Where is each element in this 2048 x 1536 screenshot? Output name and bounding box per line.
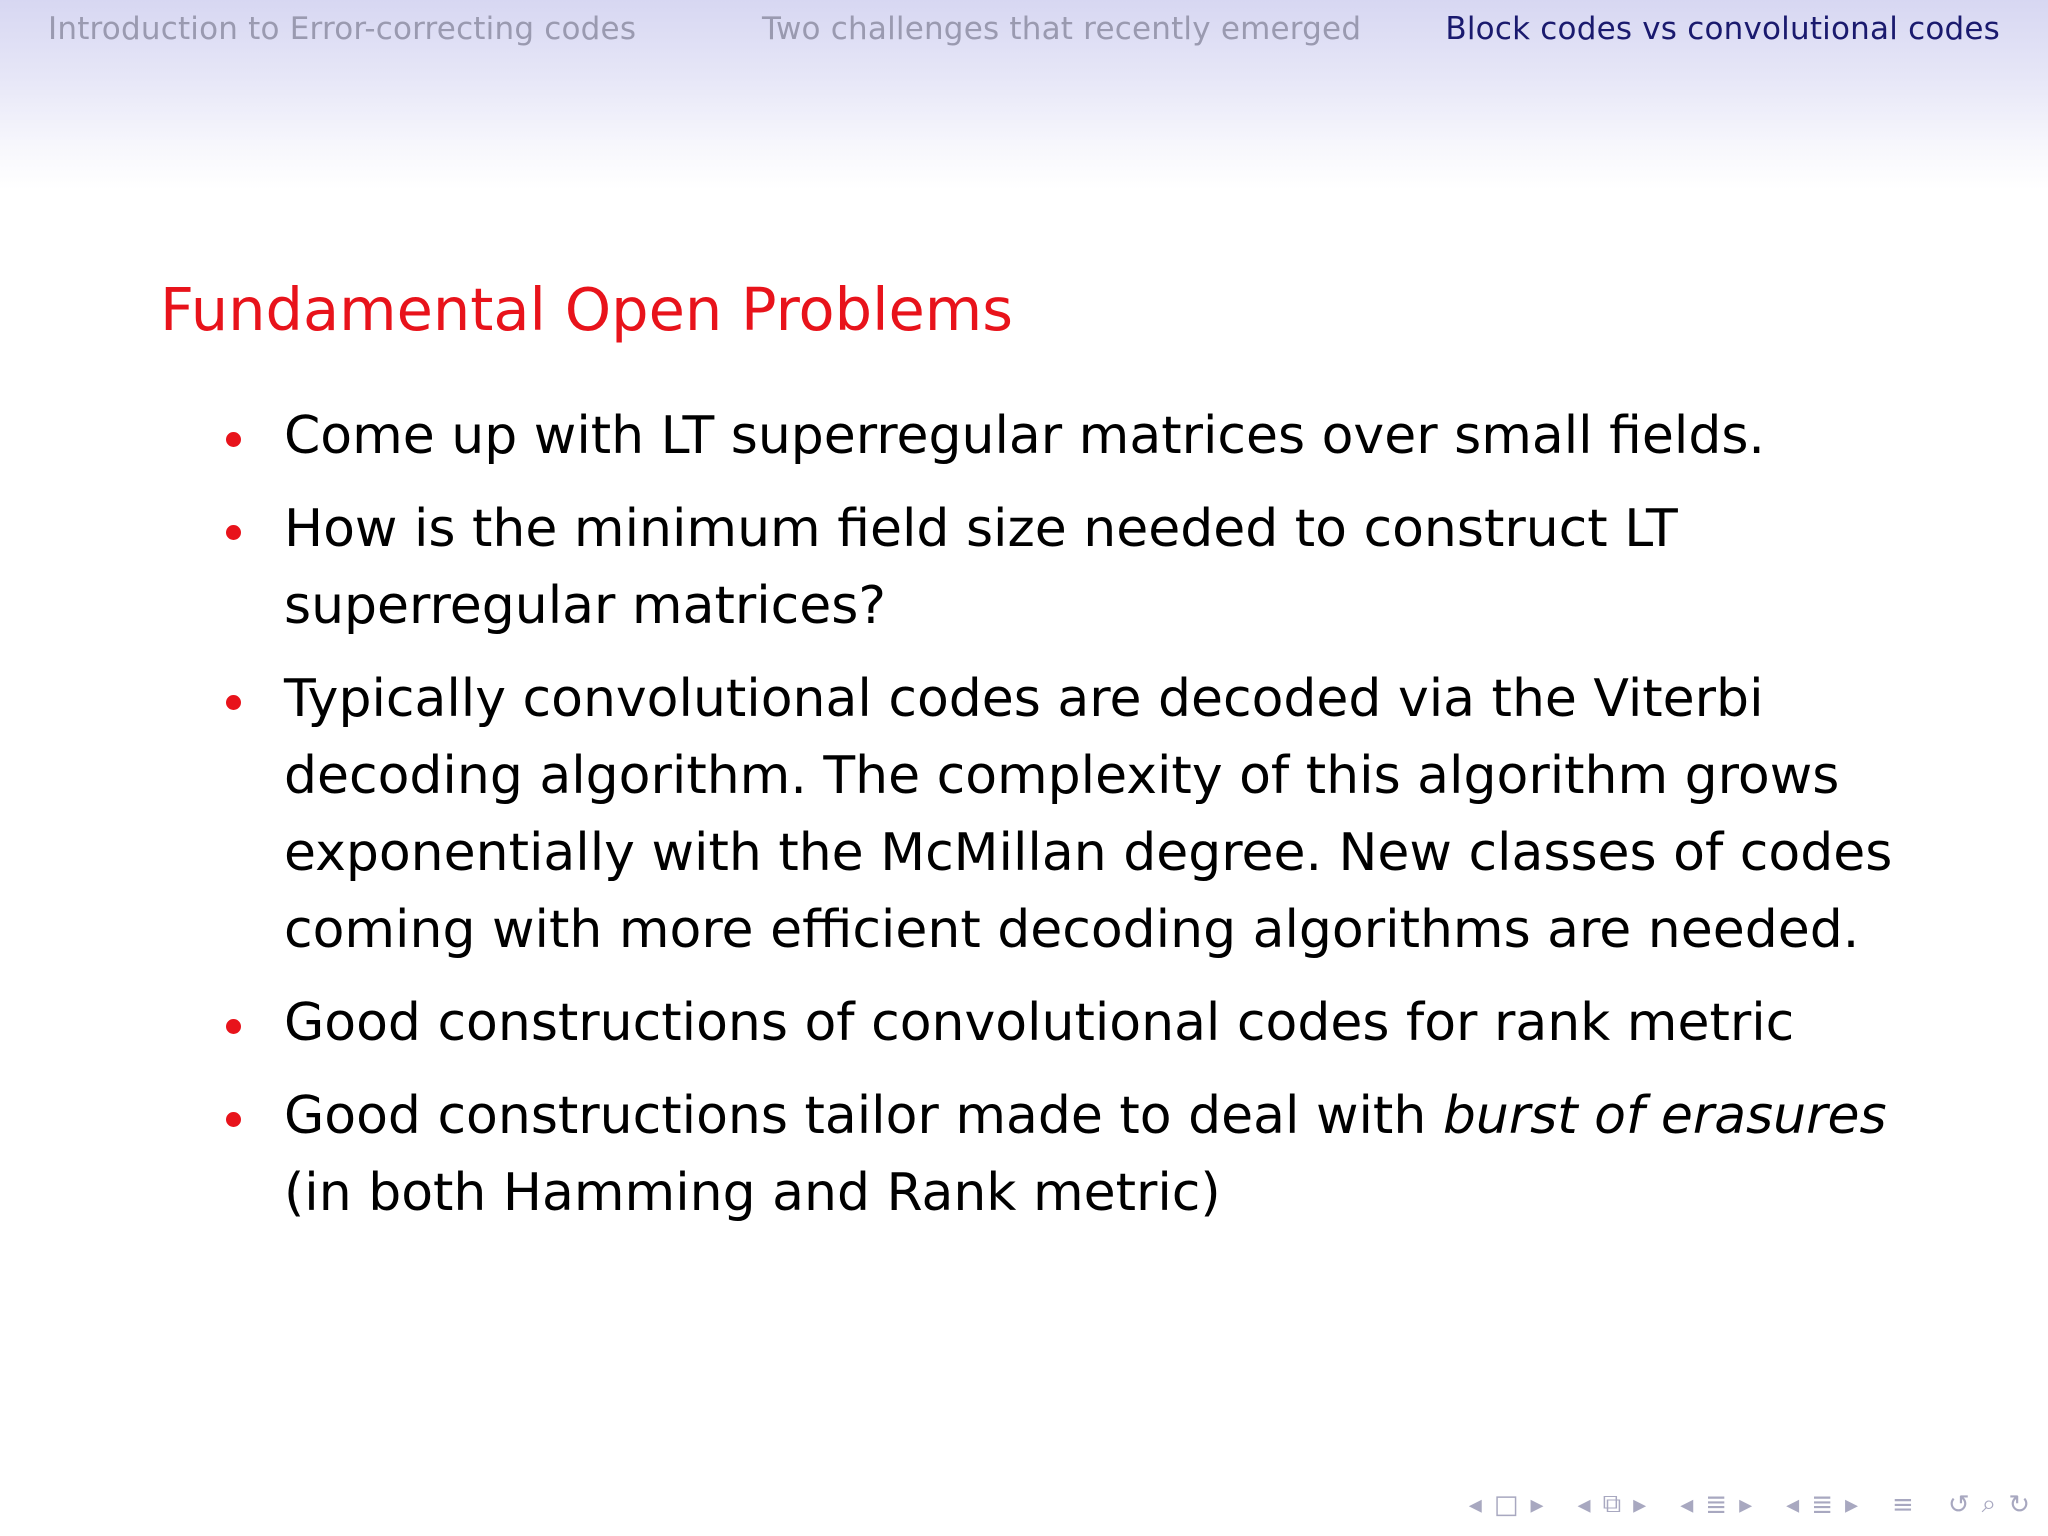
beamer-navigation-symbols [1469, 1489, 2030, 1520]
next-part-icon[interactable]: ▸ [1844, 1489, 1859, 1520]
bullet-text-after: (in both Hamming and Rank metric) [284, 1163, 1221, 1223]
bullet-icon [226, 525, 241, 540]
first-slide-icon[interactable]: ◂ [1468, 1489, 1482, 1520]
next-subsection-icon[interactable]: ▸ [1633, 1489, 1647, 1520]
bullet-text: Good constructions of convolutional codes for rank metric [284, 993, 1795, 1053]
section-icon[interactable]: ≣ [1705, 1489, 1728, 1520]
bullet-icon [226, 1019, 241, 1034]
back-icon[interactable]: ↻ [2008, 1489, 2030, 1520]
bullet-text: Come up with LT superregular matrices over small fields. [284, 406, 1765, 466]
zoom-icon[interactable]: ⌕ [1981, 1489, 1997, 1519]
prev-section-icon[interactable]: ◂ [1680, 1489, 1694, 1520]
bullet-item [220, 661, 1940, 969]
nav-section-challenges[interactable]: Two challenges that recently emerged [762, 11, 1362, 47]
bullet-text-before: Good constructions tailor made to deal with [284, 1086, 1443, 1146]
bullet-icon [226, 1112, 241, 1127]
nav-section-introduction[interactable]: Introduction to Error-correcting codes [48, 11, 637, 47]
bullet-text: How is the minimum field size needed to construct LT superregular matrices? [284, 499, 1678, 636]
nav-section-block-vs-convolutional[interactable]: Block codes vs convolutional codes [1445, 11, 2000, 47]
subsection-icon[interactable]: ⧉ [1602, 1489, 1622, 1519]
next-slide-icon[interactable]: ▸ [1530, 1489, 1544, 1520]
bullet-text-emphasis: burst of erasures [1442, 1086, 1887, 1146]
bullet-item [220, 491, 1940, 645]
prev-subsection-icon[interactable]: ◂ [1577, 1489, 1591, 1520]
frame-title: Fundamental Open Problems [160, 275, 1013, 344]
headline-bar [0, 0, 2048, 190]
bullet-item [220, 1078, 1940, 1232]
appendix-icon[interactable]: ≡ [1892, 1489, 1914, 1520]
bullet-text: Typically convolutional codes are decoded via the Viterbi decoding algorithm. The complexity of this algorithm grows exponentially with the McMillan degree. New classes of codes coming with more efficient decoding algorithms are needed. [284, 669, 1893, 960]
bullet-item [220, 398, 1940, 475]
prev-part-icon[interactable]: ◂ [1786, 1489, 1800, 1520]
search-icon[interactable]: ↺ [1947, 1489, 1970, 1520]
bullet-list [220, 398, 1940, 1248]
bullet-text [284, 1086, 1887, 1223]
next-section-icon[interactable]: ▸ [1739, 1489, 1753, 1520]
part-icon[interactable]: ≣ [1811, 1489, 1833, 1520]
bullet-icon [226, 432, 241, 447]
bullet-item [220, 985, 1940, 1062]
bullet-icon [226, 695, 241, 710]
frame-icon[interactable]: □ [1493, 1489, 1519, 1520]
